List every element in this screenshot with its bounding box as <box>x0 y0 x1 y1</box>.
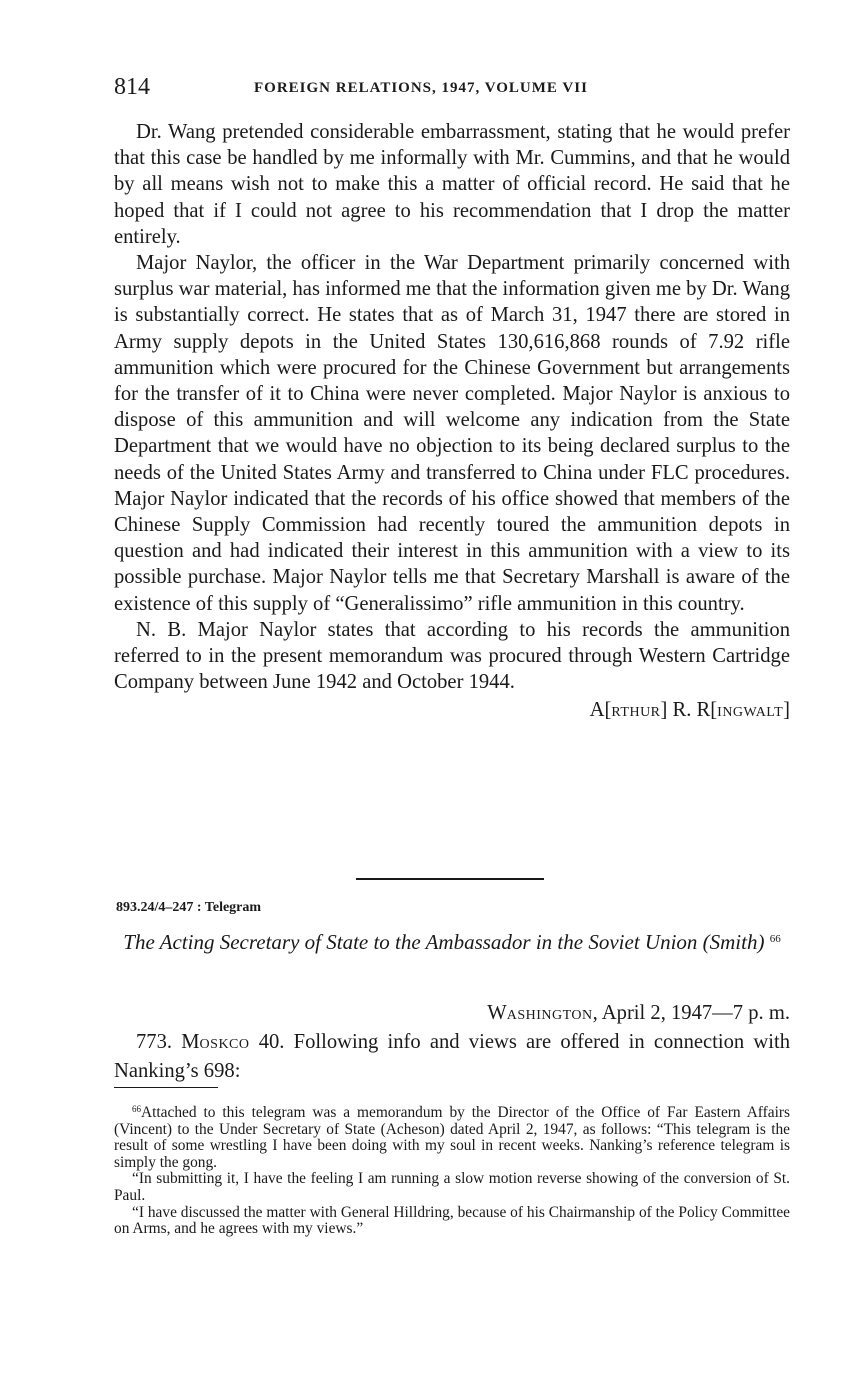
memo-paragraph: N. B. Major Naylor states that according to his records the ammunition referred to in the present memorandum was procured through Western Cartridge Company between June 1942 and October 1944. <box>114 618 790 694</box>
document-title: The Acting Secretary of State to the Ambassador in the Soviet Union (Smith) $^{66}$ <box>123 930 781 954</box>
footnote-paragraph: $^{66}$Attached to this telegram was a memorandum by the Director of the Office of Far Eastern Affairs (Vincent) to the Under Secretary of State (Acheson) dated April 2, 1947, as follows: “This telegram is the result of some wrestling I have been doing with my soul in recent weeks. Nanking’s reference telegram is simply the gong. <box>114 1104 790 1171</box>
footnote-marker: 66 <box>769 933 781 945</box>
section-divider <box>356 878 544 880</box>
footnote-paragraph: “I have discussed the matter with General Hilldring, because of his Chairmanship of the Policy Committee on Arms, and he agrees with my views.” <box>114 1203 790 1238</box>
dateline: WASHINGTON, April 2, 1947—7 p. m. <box>487 1002 790 1024</box>
footnotes <box>114 1101 790 1238</box>
telegram-body <box>114 1029 790 1084</box>
footnote-number: 66 <box>132 1104 141 1114</box>
running-head: FOREIGN RELATIONS, 1947, VOLUME VII <box>254 80 588 96</box>
footnote-paragraph: “In submitting it, I have the feeling I am running a slow motion reverse showing of the conversion of St. Paul. <box>114 1170 790 1204</box>
page-number: 814 <box>114 74 150 100</box>
memo-paragraph: Dr. Wang pretended considerable embarrassment, stating that he would prefer that this case be handled by me informally with Mr. Cummins, and that he would by all means wish not to make this a matter of official record. He said that he hoped that if I could not agree to his recommendation that I drop the matter entirely. <box>114 121 790 248</box>
page-header <box>114 74 790 104</box>
file-reference: 893.24/4–247 : Telegram <box>116 900 262 915</box>
memo-paragraph: Major Naylor, the officer in the War Department primarily concerned with surplus war material, has informed me that the information given me by Dr. Wang is substantially correct. He states that as of March 31, 1947 there are stored in Army supply depots in the United States 130,616,868 rounds of 7.92 rifle ammunition which were procured for the Chinese Government but arrangements for the transfer of it to China were never completed. Major Naylor is anxious to dispose of this ammunition and will welcome any indication from the State Department that we would have no objection to its being declared surplus to the needs of the United States Army and transferred to China under FLC procedures. Major Naylor indicated that the records of his office showed that members of the Chinese Supply Commission had recently toured the ammunition depots in question and had indicated their interest in this ammunition with a view to its possible purchase. Major Naylor tells me that Secretary Marshall is aware of the existence of this supply of “Generalissimo” rifle ammunition in this country. <box>114 252 790 615</box>
memo-body <box>114 119 790 726</box>
signature: A[RTHUR] R. R[INGWALT] <box>589 699 790 722</box>
telegram-paragraph: 773. MOSKCO 40. Following info and views are offered in connection with Nanking’s 698: <box>114 1031 790 1083</box>
footnote-rule <box>114 1087 218 1088</box>
